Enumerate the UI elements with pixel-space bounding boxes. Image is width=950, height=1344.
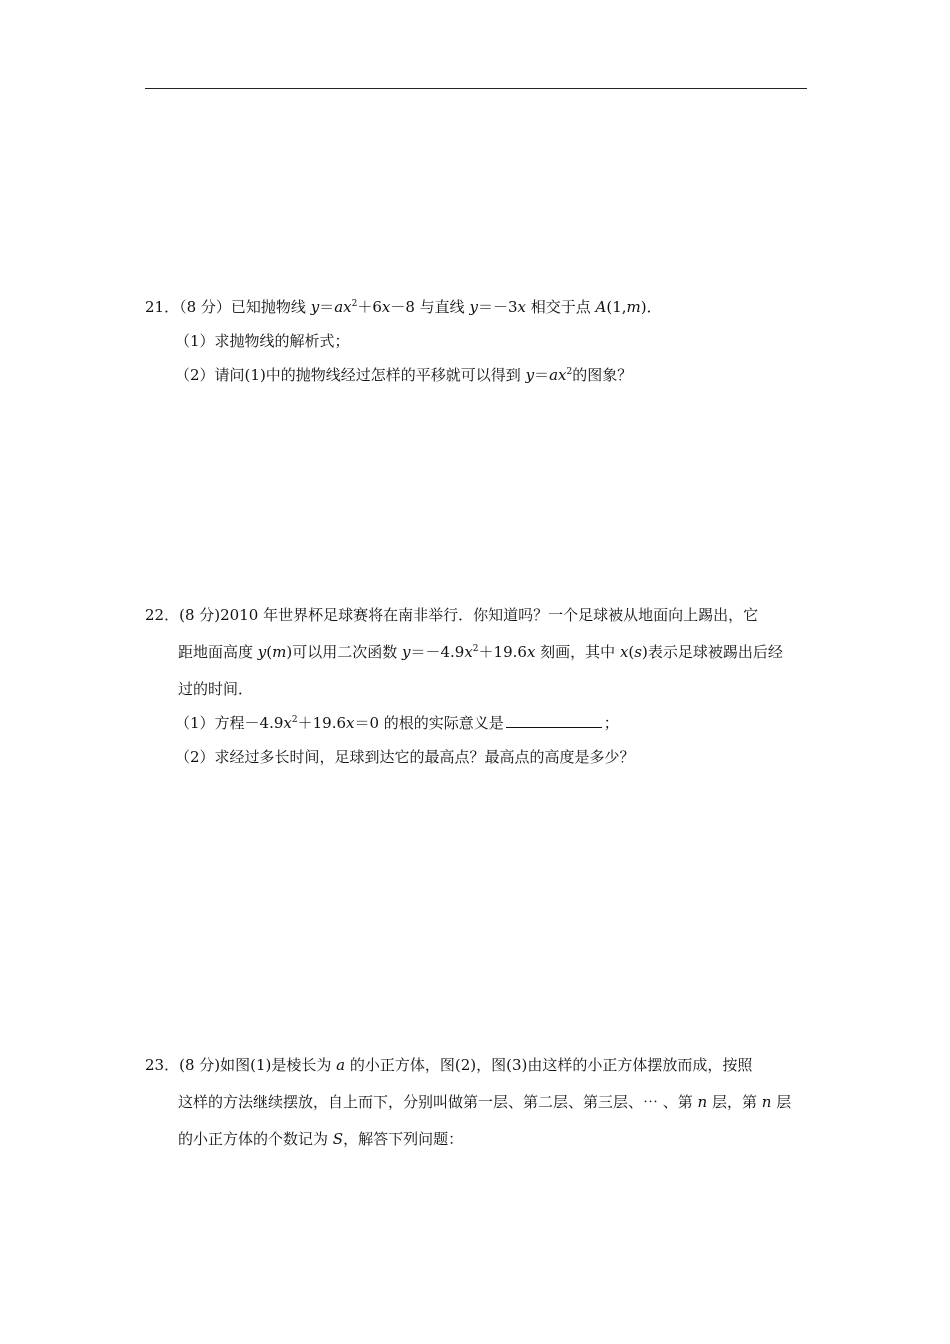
q22-stem-line-3: 过的时间．: [178, 680, 254, 698]
var-n: n: [697, 1093, 708, 1111]
q23-text: 的小正方体，图(2)，图(3)由这样的小正方体摆放而成，按照: [345, 1056, 753, 1074]
var-y: y: [469, 298, 478, 316]
var-x: x: [517, 298, 526, 316]
q22-text: 刻画，其中: [535, 643, 620, 661]
q23-text: 这样的方法继续摆放，自上而下，分别叫做第一层、第二层、第三层、⋯ 、第: [178, 1093, 698, 1111]
q23-stem-line-1: [145, 1055, 752, 1075]
q21-text: (1,: [606, 298, 627, 316]
q23-stem-line-3: [178, 1129, 463, 1149]
var-x: x: [464, 643, 473, 661]
q21-part-2-text: 的图象？: [572, 366, 633, 384]
q22-part-1: [175, 713, 619, 733]
q22-part-2: （2）求经过多长时间，足球到达它的最高点？最高点的高度是多少？: [175, 748, 635, 766]
var-x: x: [526, 643, 536, 661]
exponent: 2: [291, 715, 298, 725]
q21-text: ＋6: [357, 298, 382, 316]
exponent: 2: [472, 644, 479, 654]
q22-part-1-text: ；: [603, 714, 619, 732]
q22-text: ＋19.6: [478, 643, 527, 661]
q22-text: ＝－4.9: [410, 643, 465, 661]
q21-text: ＝: [319, 298, 335, 316]
q23-text: 的小正方体的个数记为: [178, 1130, 333, 1148]
q22-part-1-text: （1）方程－4.9: [175, 714, 284, 732]
var-x: x: [346, 714, 355, 732]
q21-number: 21．: [145, 298, 180, 316]
var-y: y: [257, 643, 267, 661]
header-rule: [145, 88, 807, 89]
q21-part-2-text: （2）请问(1)中的抛物线经过怎样的平移就可以得到: [175, 366, 526, 384]
q22-stem-line-2: [178, 642, 783, 662]
q23-stem-line-2: [178, 1092, 791, 1112]
answer-blank[interactable]: [506, 713, 602, 728]
var-y: y: [310, 298, 320, 316]
q21-text: 相交于点: [525, 298, 596, 316]
var-n: n: [761, 1093, 772, 1111]
var-x: x: [619, 643, 629, 661]
q22-stem-line-1: [145, 605, 758, 625]
var-S: S: [332, 1130, 344, 1148]
q21-text: )．: [640, 298, 662, 316]
var-x: x: [283, 714, 292, 732]
q22-part-1-text: ＝0 的根的实际意义是: [354, 714, 504, 732]
q22-points: (8 分): [179, 606, 221, 624]
var-a: a: [549, 366, 559, 384]
q23-text: ，解答下列问题：: [343, 1130, 464, 1148]
q21-text: ＝－3: [477, 298, 518, 316]
q22-text: (: [628, 643, 635, 661]
var-a: a: [336, 1056, 346, 1074]
q23-number: 23．: [145, 1056, 180, 1074]
var-A: A: [595, 298, 607, 316]
q22-text: 距地面高度: [178, 643, 258, 661]
q23-text: 层: [771, 1093, 792, 1111]
var-a: a: [334, 298, 344, 316]
exponent: 2: [566, 367, 573, 377]
var-s: s: [634, 643, 642, 661]
q23-text: 层，第: [707, 1093, 762, 1111]
q22-text: )可以用二次函数: [286, 643, 402, 661]
var-x: x: [381, 298, 391, 316]
q21-text: 已知抛物线: [230, 298, 311, 316]
q21-points: （8 分）: [179, 298, 231, 316]
q21-part-1: （1）求抛物线的解析式；: [175, 332, 350, 350]
q23-text: 如图(1)是棱长为: [220, 1056, 337, 1074]
q22-part-1-text: ＋19.6: [297, 714, 347, 732]
var-x: x: [558, 366, 567, 384]
q23-points: (8 分): [179, 1056, 221, 1074]
q21-part-2: [175, 365, 632, 385]
q21-text: －8 与直线: [390, 298, 470, 316]
var-y: y: [401, 643, 411, 661]
q22-text: )表示足球被踢出后经: [641, 643, 783, 661]
var-m: m: [272, 643, 287, 661]
var-y: y: [525, 366, 535, 384]
q21-stem: [145, 297, 662, 317]
q22-number: 22．: [145, 606, 180, 624]
q21-text: ＝: [534, 366, 550, 384]
var-m: m: [626, 298, 641, 316]
q22-text: (: [266, 643, 273, 661]
exponent: 2: [351, 299, 358, 309]
var-x: x: [343, 298, 352, 316]
q22-text: 2010 年世界杯足球赛将在南非举行．你知道吗？一个足球被从地面向上踢出，它: [220, 606, 759, 624]
